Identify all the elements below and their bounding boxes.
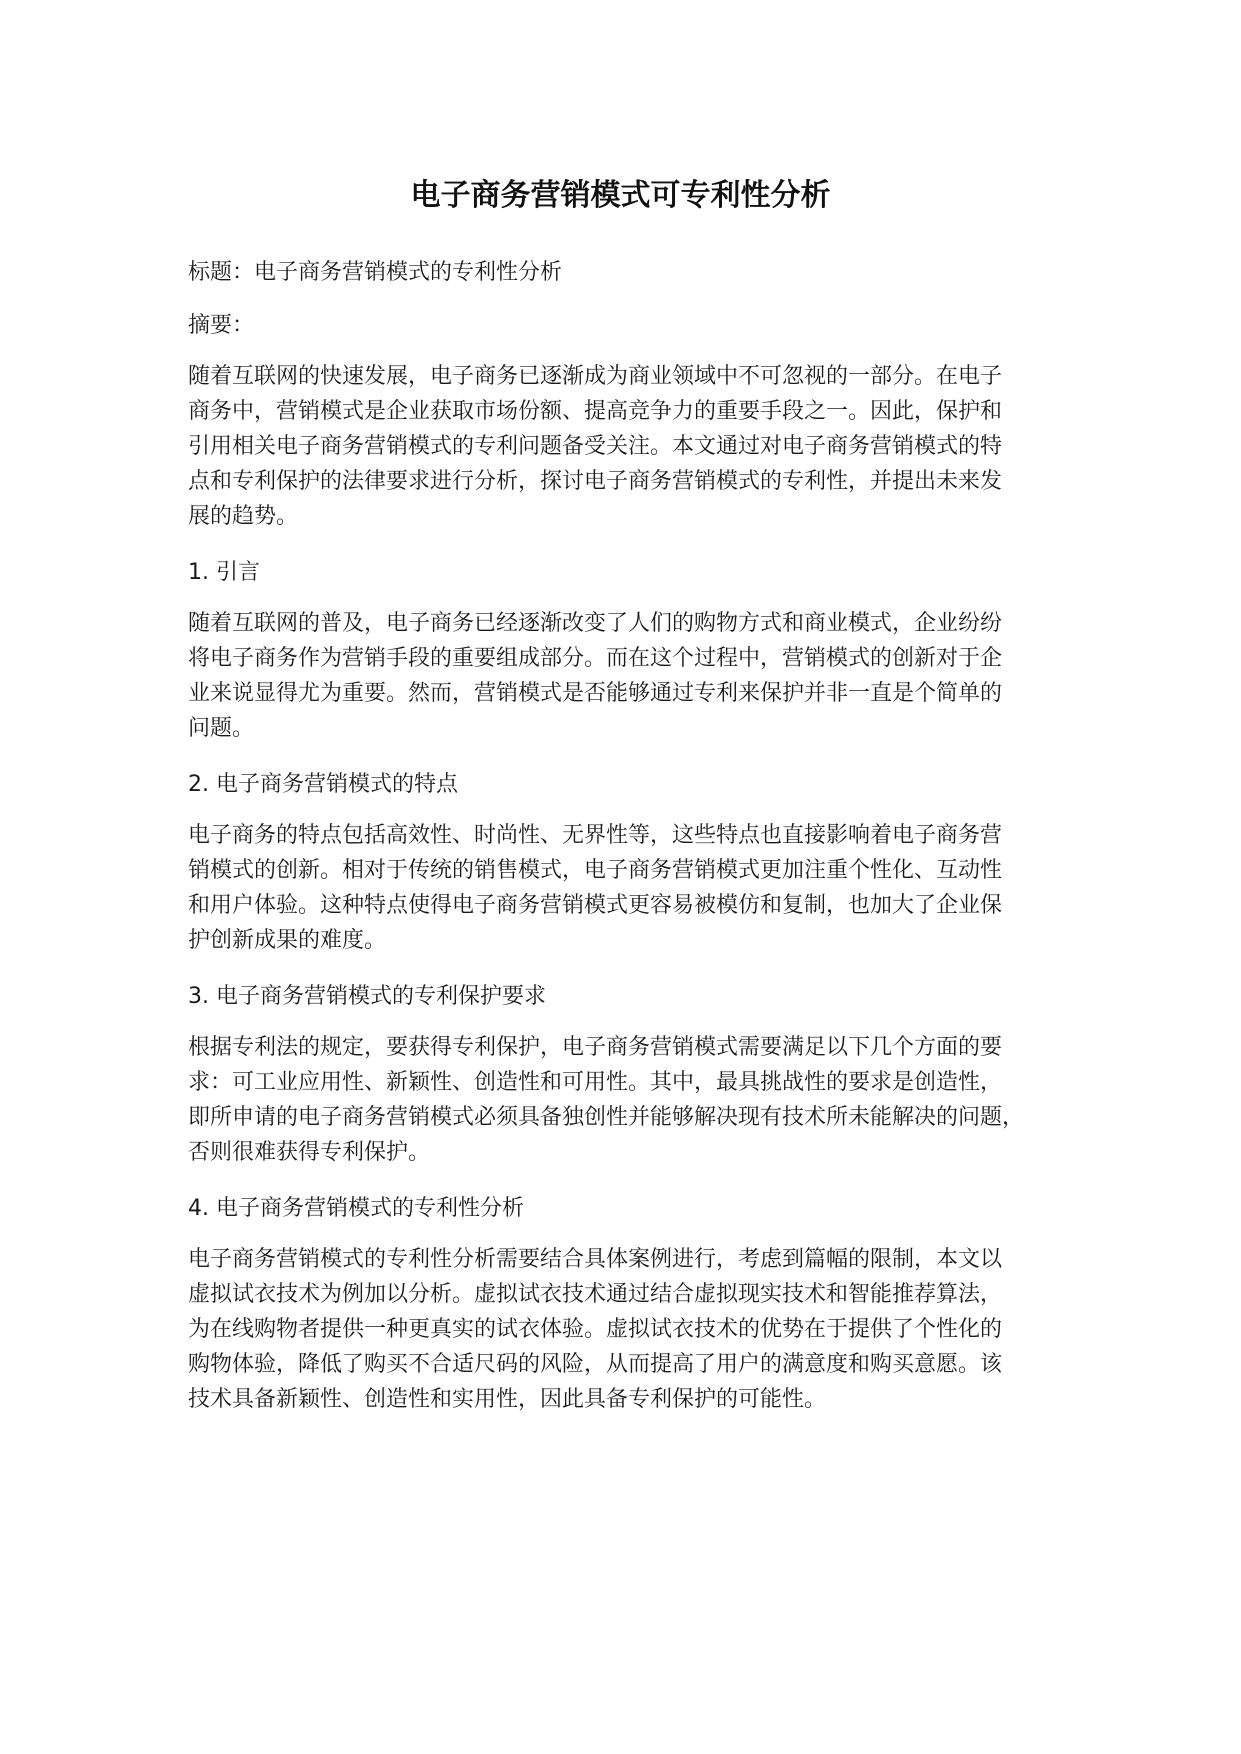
text-line: 展的趋势。 (188, 504, 299, 529)
section-heading-4 (188, 1189, 524, 1229)
text-line: 3. 电子商务营销模式的专利保护要求 (188, 984, 546, 1009)
text-line: 随着互联网的普及，电子商务已经逐渐改变了人们的购物方式和商业模式，企业纷纷 (188, 611, 1003, 636)
text-line: 引用相关电子商务营销模式的专利问题备受关注。本文通过对电子商务营销模式的特 (188, 434, 1003, 459)
text-line: 否则很难获得专利保护。 (188, 1140, 431, 1165)
text-line: 摘要： (188, 313, 255, 338)
text-line: 和用户体验。这种特点使得电子商务营销模式更容易被模仿和复制，也加大了企业保 (188, 893, 1003, 918)
section-heading-2 (188, 765, 458, 805)
text-line: 护创新成果的难度。 (188, 928, 387, 953)
text-line: 商务中，营销模式是企业获取市场份额、提高竞争力的重要手段之一。因此，保护和 (188, 399, 1003, 424)
document-title: 电子商务营销模式可专利性分析 (410, 178, 831, 213)
text-line: 即所申请的电子商务营销模式必须具备独创性并能够解决现有技术所未能解决的问题， (188, 1105, 1025, 1130)
text-line: 为在线购物者提供一种更真实的试衣体验。虚拟试衣技术的优势在于提供了个性化的 (188, 1317, 1003, 1342)
text-line: 随着互联网的快速发展，电子商务已逐渐成为商业领域中不可忽视的一部分。在电子 (188, 364, 1003, 389)
text-line: 1. 引言 (188, 560, 260, 585)
text-line: 求：可工业应用性、新颖性、创造性和可用性。其中，最具挑战性的要求是创造性， (188, 1070, 1003, 1095)
text-line: 购物体验，降低了购买不合适尺码的风险，从而提高了用户的满意度和购买意愿。该 (188, 1352, 1003, 1377)
text-line: 点和专利保护的法律要求进行分析，探讨电子商务营销模式的专利性，并提出未来发 (188, 469, 1003, 494)
abstract-heading (188, 306, 254, 346)
section-3-paragraph (188, 1030, 1024, 1170)
section-heading-1 (188, 553, 260, 593)
text-line: 技术具备新颖性、创造性和实用性，因此具备专利保护的可能性。 (188, 1387, 827, 1412)
text-line: 根据专利法的规定，要获得专利保护，电子商务营销模式需要满足以下几个方面的要 (188, 1035, 1003, 1060)
text-line: 问题。 (188, 716, 255, 741)
text-line: 电子商务营销模式的专利性分析需要结合具体案例进行，考虑到篇幅的限制，本文以 (188, 1247, 1003, 1272)
abstract-paragraph (188, 359, 1002, 534)
text-line: 将电子商务作为营销手段的重要组成部分。而在这个过程中，营销模式的创新对于企 (188, 646, 1003, 671)
text-line: 2. 电子商务营销模式的特点 (188, 772, 458, 797)
text-line: 4. 电子商务营销模式的专利性分析 (188, 1196, 524, 1221)
text-line: 虚拟试衣技术为例加以分析。虚拟试衣技术通过结合虚拟现实技术和智能推荐算法， (188, 1282, 1003, 1307)
section-2-paragraph (188, 818, 1002, 958)
text-line: 电子商务的特点包括高效性、时尚性、无界性等，这些特点也直接影响着电子商务营 (188, 823, 1003, 848)
text-line: 业来说显得尤为重要。然而，营销模式是否能够通过专利来保护并非一直是个简单的 (188, 681, 1003, 706)
text-line: 销模式的创新。相对于传统的销售模式，电子商务营销模式更加注重个性化、互动性 (188, 858, 1003, 883)
text-line: 标题：电子商务营销模式的专利性分析 (188, 260, 563, 285)
subtitle-line (188, 253, 562, 293)
section-4-paragraph (188, 1242, 1002, 1417)
section-1-paragraph (188, 606, 1002, 746)
section-heading-3 (188, 977, 546, 1017)
